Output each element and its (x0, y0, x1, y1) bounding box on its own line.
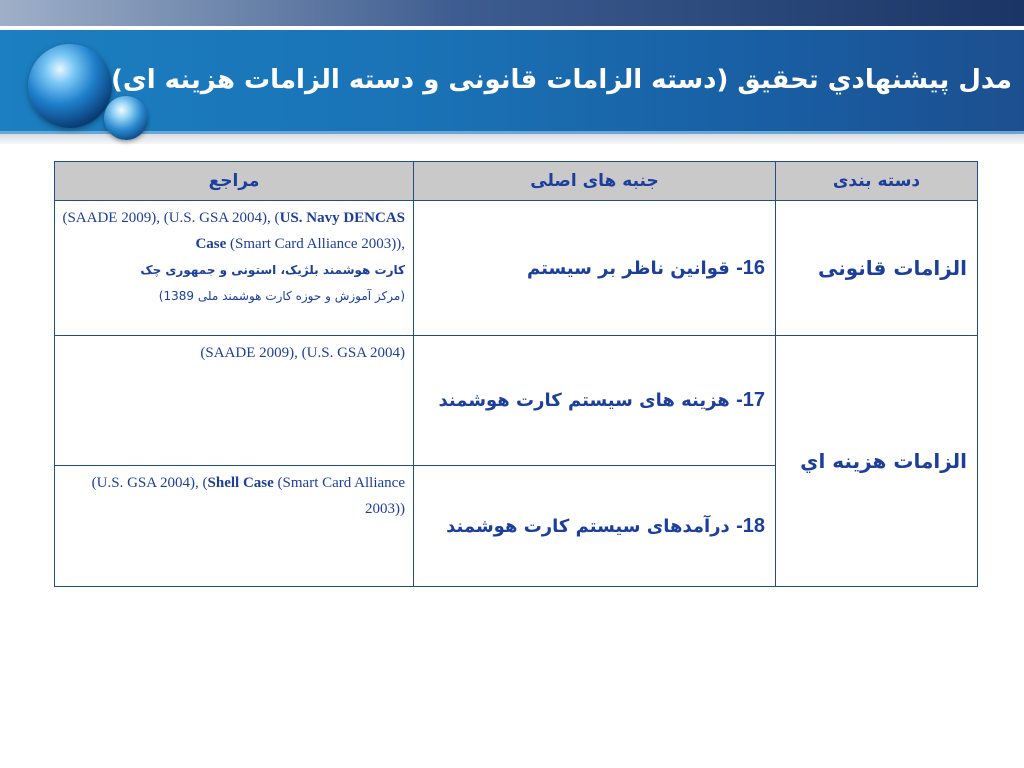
requirements-table (54, 161, 978, 587)
reference-part: (Smart Card Alliance 2003)), (226, 236, 405, 252)
aspect-number: 18- (736, 514, 765, 537)
reference-english (61, 470, 405, 522)
header-references: مراجع (55, 162, 414, 201)
reference-case-bold: US. Navy DENCAS Case (195, 210, 405, 252)
reference-english (61, 205, 405, 257)
category-cell (776, 336, 978, 587)
title-shadow-band (0, 134, 1024, 144)
aspect-cell (414, 466, 776, 587)
reference-part: (SAADE 2009), (U.S. GSA 2004), ( (62, 210, 280, 226)
aspect-cell (414, 336, 776, 466)
aspect-cell (414, 201, 776, 336)
small-globe-icon (104, 96, 148, 140)
header-aspect: جنبه های اصلی (414, 162, 776, 201)
aspect-label: درآمدهای سيستم کارت هوشمند (446, 515, 730, 537)
references-cell (55, 201, 414, 336)
table-header-row (55, 162, 978, 201)
aspect-label: هزينه های سيستم کارت هوشمند (438, 390, 730, 411)
aspect-number: 17- (736, 389, 765, 411)
header-category: دسته بندی (776, 162, 978, 201)
aspect-number: 16- (736, 256, 765, 279)
reference-persian: (مرکز آموزش و حوزه کارت هوشمند ملی 1389) (158, 289, 405, 303)
slide-title: مدل پيشنهادي تحقيق (دسته الزامات قانونی و دسته الزامات هزينه ای) (110, 65, 1012, 95)
table-row (55, 201, 978, 336)
top-bar (0, 0, 1024, 26)
references-cell (55, 336, 414, 466)
table-row (55, 336, 978, 466)
globe-logo-icon (28, 44, 112, 128)
category-cell (776, 201, 978, 336)
reference-case-bold: Shell Case (207, 475, 274, 491)
reference-english: (SAADE 2009), (U.S. GSA 2004) (200, 345, 405, 361)
reference-part: (U.S. GSA 2004), ( (91, 475, 208, 491)
reference-persian-bold: کارت هوشمند بلژيک، استونی و جمهوری چک (140, 263, 405, 277)
aspect-label: قوانين ناظر بر سيستم (526, 257, 730, 279)
category-label: الزامات قانونی (817, 256, 967, 280)
references-cell (55, 466, 414, 587)
category-label: الزامات هزينه اي (800, 449, 967, 473)
reference-part: (Smart Card Alliance 2003)) (273, 475, 405, 517)
